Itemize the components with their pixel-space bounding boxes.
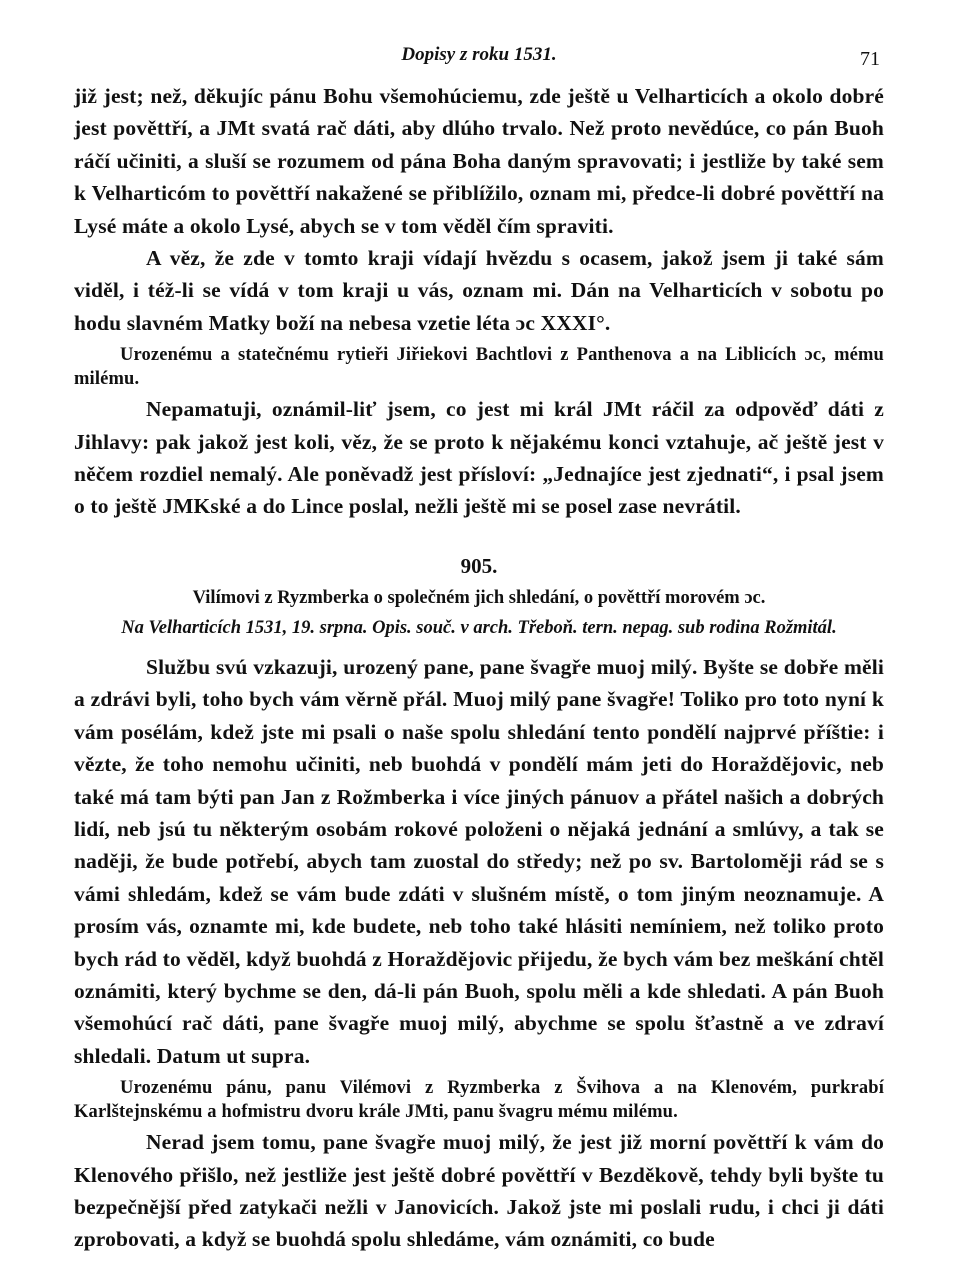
letter-source: Na Velharticích 1531, 19. srpna. Opis. souč. v arch. Třeboň. tern. nepag. sub rodina Rožmitál. <box>121 617 837 638</box>
paragraph: Službu svú vzkazuji, urozený pane, pane švagře muoj milý. Byšte se dobře měli a zdrávi byli, toho bych vám věrně přál. Muoj milý pane švagře! Toliko pro toto nyní k vám posélám, kdež jste mi psali o naše spolu shledání tento pondělí najprvé příštie: i vězte, že toho nemohu učiniti, neb buohdá v pondělí mám jeti do Horaždějovic, neb také má tam býti pan Jan z Rožmberka i více jiných pánuov a přátel našich a dobrých lidí, neb jsú tu některým osobám rokové položeni o nějaká jednání a smlúvy, a tak se naději, že bude potřebí, abych tam zuostal do středy; než po sv. Bartoloměji rád se s vámi shledám, kdež se vám bude zdáti v slušném místě, o tom jiným neoznamuje. A prosím vás, oznamte mi, kde budete, neb toho také hlásiti nemíniem, než toliko proto bych rád to věděl, když buohdá z Horaždějovic přijedu, že bych vám bez meškání chtěl oznámiti, který bychme se den, dá-li pán Buoh, spolu měli a kde shledati. A pán Buoh všemohúcí rač dáti, pane švagře muoj milý, abychme se spolu šťastně a ve zdraví shledali. Datum ut supra. <box>74 654 884 1068</box>
page-number: 71 <box>860 48 880 70</box>
running-title: Dopisy z roku 1531. <box>401 44 557 65</box>
letter-address: Urozenému pánu, panu Vilémovi z Ryzmberka z Švihova a na Klenovém, purkrabí Karlštejnskému a hofmistru dvoru krále JMti, panu švagru mému milému. <box>74 1078 884 1123</box>
paragraph: A věz, že zde v tomto kraji vídají hvězdu s ocasem, jakož jsem ji také sám viděl, i též-li se vídá v tom kraji u vás, oznam mi. Dán na Velharticích v sobotu po hodu slavném Matky boží na nebesa vzetie léta ɔc XXXI°. <box>74 246 884 335</box>
letter-address: Urozenému a statečnému rytieři Jiřiekovi Bachtlovi z Panthenova a na Liblicích ɔc, mému milému. <box>74 345 884 390</box>
letter-number: 905. <box>460 553 498 578</box>
paragraph: Nerad jsem tomu, pane švagře muoj milý, že jest již morní pověttří k vám do Klenového přišlo, než jestliže jest ještě dobré pověttří v Bezděkově, tehdy byli byšte tu bezpečnější před zatykači nežli v Janovicích. Jakož jste mi poslali rudu, i chci ji dáti zprobovati, a když se buohdá spolu shledáme, vám oznámiti, co bude <box>74 1130 884 1252</box>
letter-summary: Vilímovi z Ryzmberka o společném jich shledání, o pověttří morovém ɔc. <box>192 587 766 608</box>
running-header <box>74 44 884 80</box>
paragraph: Nepamatuji, oznámil-liť jsem, co jest mi král JMt ráčil za odpověď dáti z Jihlavy: pak jakož jest koli, věz, že se proto k nějakému konci vztahuje, ač ještě jest v něčem rozdiel nemalý. Ale poněvadž jest přísloví: „Jednajíce jest zjednati“, i psal jsem o to ještě JMKské a do Lince poslal, nežli ještě mi se posel zase nevrátil. <box>74 397 884 519</box>
paragraph-continued: již jest; než, děkujíc pánu Bohu všemohúciemu, zde ještě u Velharticích a okolo dobré jest pověttří, a JMt svatá rač dáti, aby dlúho trvalo. Než proto nevědúce, co pán Buoh ráčí učiniti, a sluší se rozumem od pána Boha daným spravovati; i jestliže by také sem k Velharticóm to pověttří nakažené se přiblížilo, oznam mi, předce-li dobré pověttří na Lysé máte a okolo Lysé, abych se v tom věděl čím spraviti. <box>74 84 884 238</box>
document-page <box>74 44 884 1256</box>
